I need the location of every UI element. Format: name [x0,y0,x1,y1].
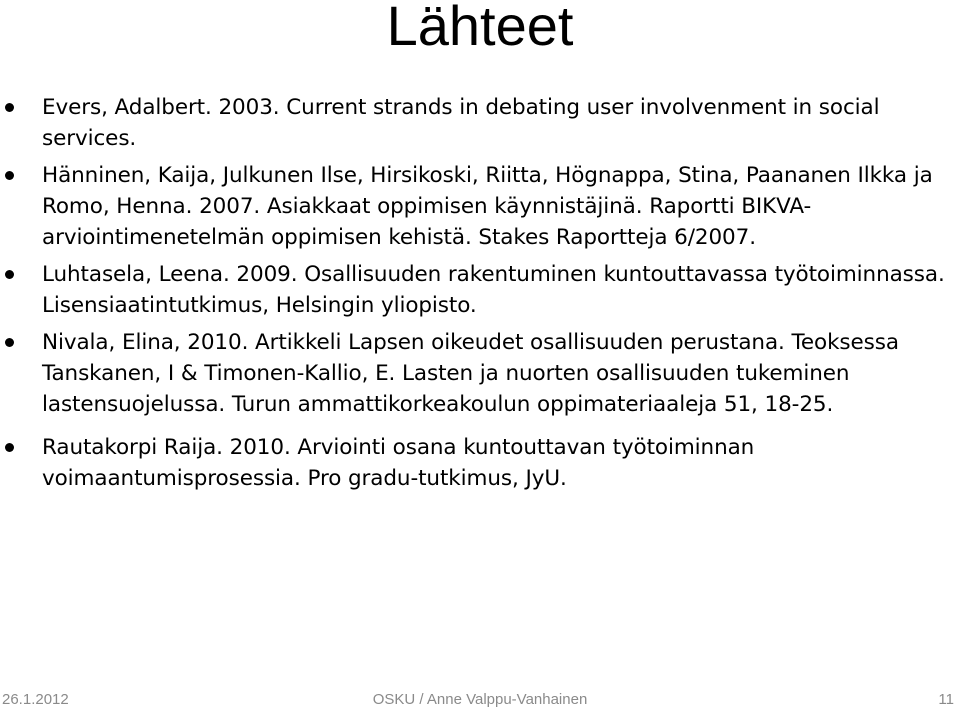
bullet-icon [5,171,14,180]
slide-title: Lähteet [386,0,574,57]
bullet-icon [5,338,14,347]
reference-item [0,92,960,154]
reference-text: Rautakorpi Raija. 2010. Arviointi osana kuntouttavan työtoiminnan voimaantumisprosessia. Pro gradu-tutkimus, JyU. [42,435,755,491]
footer-date: 26.1.2012 [2,691,69,708]
reference-text: Evers, Adalbert. 2003. Current strands in debating user involvenment in social services. [42,95,880,151]
reference-list [0,92,960,494]
reference-item [0,432,960,494]
footer-author: OSKU / Anne Valppu-Vanhainen [372,691,588,708]
reference-text: Nivala, Elina, 2010. Artikkeli Lapsen oikeudet osallisuuden perustana. Teoksessa Tanskanen, I & Timonen-Kallio, E. Lasten ja nuorten osallisuuden tukeminen lastensuojelussa. Turun ammattikorkeakoulun oppimateriaaleja 51, 18-25. [42,330,899,417]
bullet-icon [5,103,14,112]
reference-text: Luhtasela, Leena. 2009. Osallisuuden rakentuminen kuntouttavassa työtoiminnassa. Lisensiaatintutkimus, Helsingin yliopisto. [42,262,945,318]
reference-item [0,160,960,253]
reference-text: Hänninen, Kaija, Julkunen Ilse, Hirsikoski, Riitta, Högnappa, Stina, Paananen Ilkka ja Romo, Henna. 2007. Asiakkaat oppimisen käynnistäjinä. Raportti BIKVA-arviointimenetelmän oppimisen kehistä. Stakes Raportteja 6/2007. [42,163,933,250]
bullet-icon [5,443,14,452]
bullet-icon [5,270,14,279]
footer-page-number: 11 [938,691,954,708]
reference-item [0,259,960,321]
reference-item [0,327,960,420]
